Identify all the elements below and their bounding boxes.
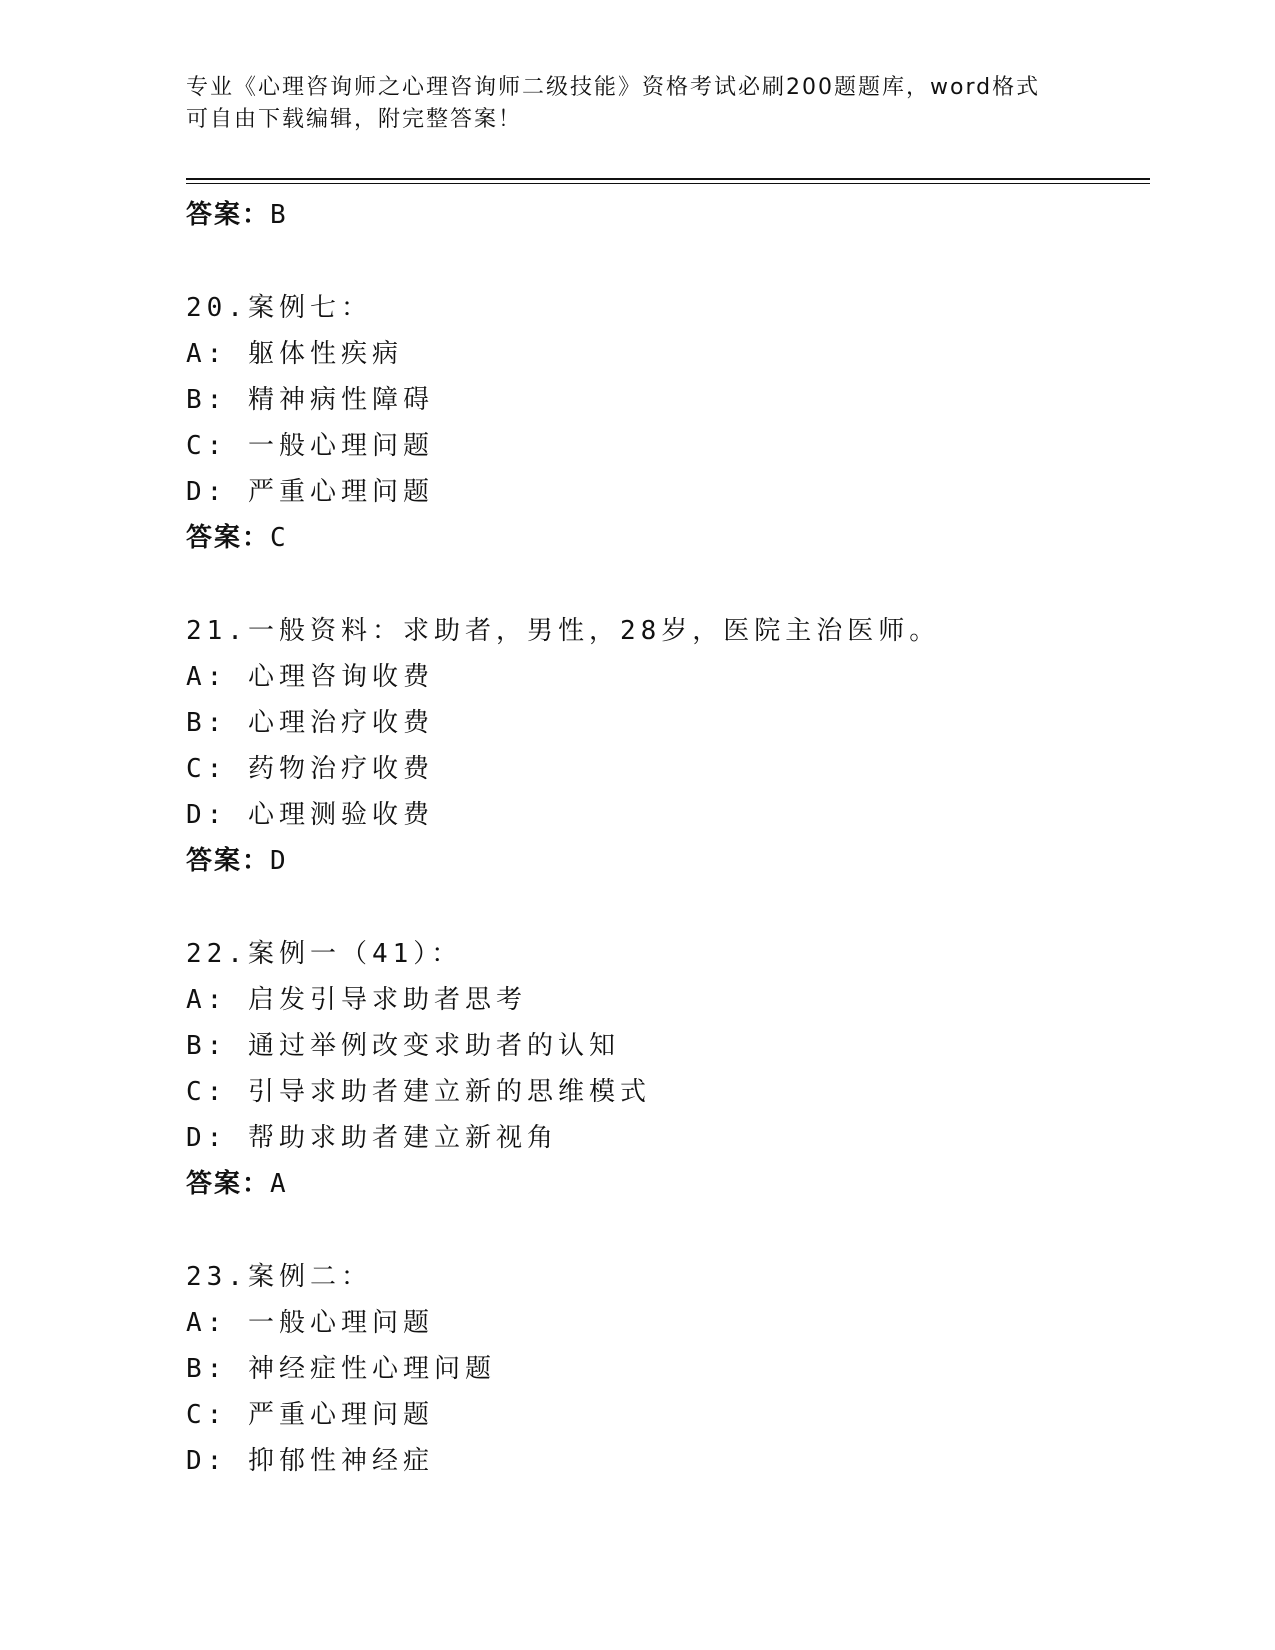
option-a: A: 心理咨询收费 [186, 662, 434, 692]
question-block [186, 608, 1150, 884]
answer-value: A [270, 1169, 288, 1199]
option-b: B: 心理治疗收费 [186, 708, 434, 738]
header-divider-thin [186, 183, 1150, 184]
option-c: C: 严重心理问题 [186, 1400, 434, 1430]
question-title: 20.案例七： [186, 293, 372, 323]
option-d: D: 严重心理问题 [186, 477, 434, 507]
option-a: A: 一般心理问题 [186, 1308, 434, 1338]
answer-value: D [270, 846, 288, 876]
question-block [186, 1254, 1150, 1484]
question-block [186, 285, 1150, 561]
option-d: D: 抑郁性神经症 [186, 1446, 434, 1476]
answer-value: C [270, 523, 288, 553]
answer-line [186, 838, 1150, 884]
header-line-2: 可自由下载编辑，附完整答案！ [186, 107, 523, 132]
option-c: C: 药物治疗收费 [186, 754, 434, 784]
answer-line [186, 1161, 1150, 1207]
question-title: 21.一般资料：求助者，男性，28岁，医院主治医师。 [186, 616, 941, 646]
answer-label: 答案： [186, 1169, 271, 1199]
answer-label: 答案： [186, 200, 271, 230]
option-a: A: 躯体性疾病 [186, 339, 403, 369]
option-d: D: 帮助求助者建立新视角 [186, 1123, 558, 1153]
question-block [186, 931, 1150, 1207]
option-c: C: 一般心理问题 [186, 431, 434, 461]
option-b: B: 精神病性障碍 [186, 385, 434, 415]
answer-line [186, 192, 1150, 238]
header-line-1: 专业《心理咨询师之心理咨询师二级技能》资格考试必刷200题题库，word格式 [186, 75, 1041, 100]
option-d: D: 心理测验收费 [186, 800, 434, 830]
option-c: C: 引导求助者建立新的思维模式 [186, 1077, 651, 1107]
document-header [186, 72, 1086, 136]
question-title: 23.案例二： [186, 1262, 372, 1292]
question-list [186, 192, 1150, 1484]
answer-line [186, 515, 1150, 561]
answer-label: 答案： [186, 846, 271, 876]
option-b: B: 神经症性心理问题 [186, 1354, 496, 1384]
option-b: B: 通过举例改变求助者的认知 [186, 1031, 620, 1061]
answer-value: B [270, 200, 288, 230]
option-a: A: 启发引导求助者思考 [186, 985, 527, 1015]
answer-label: 答案： [186, 523, 271, 553]
question-title: 22.案例一（41）： [186, 939, 463, 969]
header-divider-thick [186, 178, 1150, 180]
